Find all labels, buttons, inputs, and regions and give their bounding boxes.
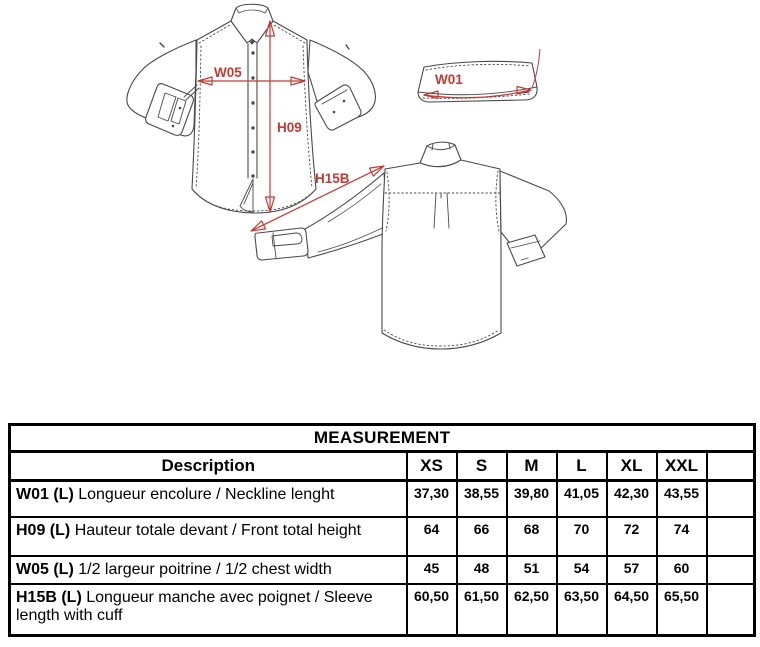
value-cell: 38,55 xyxy=(457,481,507,517)
table-title: MEASUREMENT xyxy=(10,425,755,452)
measurement-description xyxy=(10,481,407,517)
empty-column-header xyxy=(707,452,755,481)
table-row xyxy=(10,481,755,517)
value-cell: 39,80 xyxy=(507,481,557,517)
measurement-description xyxy=(10,584,407,636)
value-cell: 60,50 xyxy=(407,584,457,636)
value-cell: 62,50 xyxy=(507,584,557,636)
value-cell: 74 xyxy=(657,517,707,556)
front-body xyxy=(192,21,316,213)
w05-label: W05 xyxy=(214,65,242,80)
value-cell: 64 xyxy=(407,517,457,556)
size-column-header-l: L xyxy=(557,452,607,481)
measurement-code: W05 (L) xyxy=(16,560,74,578)
value-cell: 63,50 xyxy=(557,584,607,636)
size-column-header-xxl: XXL xyxy=(657,452,707,481)
value-cell: 66 xyxy=(457,517,507,556)
measurement-code: H15B (L) xyxy=(16,588,82,606)
value-cell: 48 xyxy=(457,556,507,584)
empty-cell xyxy=(707,517,755,556)
table-title-row xyxy=(10,425,755,452)
value-cell: 41,05 xyxy=(557,481,607,517)
measurement-text: Hauteur totale devant / Front total height xyxy=(74,521,362,539)
size-column-header-xl: XL xyxy=(607,452,657,481)
empty-cell xyxy=(707,481,755,517)
value-cell: 42,30 xyxy=(607,481,657,517)
description-column-header: Description xyxy=(10,452,407,481)
value-cell: 70 xyxy=(557,517,607,556)
value-cell: 51 xyxy=(507,556,557,584)
measurement-description xyxy=(10,556,407,584)
value-cell: 65,50 xyxy=(657,584,707,636)
value-cell: 61,50 xyxy=(457,584,507,636)
measurement-text: Longueur encolure / Neckline lenght xyxy=(78,486,335,503)
size-column-header-m: M xyxy=(507,452,557,481)
measurement-code: W01 (L) xyxy=(16,486,74,503)
value-cell: 64,50 xyxy=(607,584,657,636)
back-body xyxy=(382,160,501,349)
measurement-table xyxy=(8,423,756,637)
measurement-code: H09 (L) xyxy=(16,521,71,539)
measurement-text: 1/2 largeur poitrine / 1/2 chest width xyxy=(78,560,332,578)
value-cell: 43,55 xyxy=(657,481,707,517)
table-header-row xyxy=(10,452,755,481)
value-cell: 60 xyxy=(657,556,707,584)
h09-label: H09 xyxy=(277,120,302,135)
empty-cell xyxy=(707,556,755,584)
table-row xyxy=(10,584,755,636)
table-row xyxy=(10,556,755,584)
table-row xyxy=(10,517,755,556)
measurement-text: Longueur manche avec poignet / Sleeve length with cuff xyxy=(16,588,373,624)
h15b-label: H15B xyxy=(315,171,350,186)
empty-cell xyxy=(707,584,755,636)
value-cell: 72 xyxy=(607,517,657,556)
value-cell: 54 xyxy=(557,556,607,584)
value-cell: 45 xyxy=(407,556,457,584)
size-column-header-s: S xyxy=(457,452,507,481)
value-cell: 37,30 xyxy=(407,481,457,517)
value-cell: 57 xyxy=(607,556,657,584)
w01-label: W01 xyxy=(435,72,463,87)
measurement-description xyxy=(10,517,407,556)
value-cell: 68 xyxy=(507,517,557,556)
size-column-header-xs: XS xyxy=(407,452,457,481)
